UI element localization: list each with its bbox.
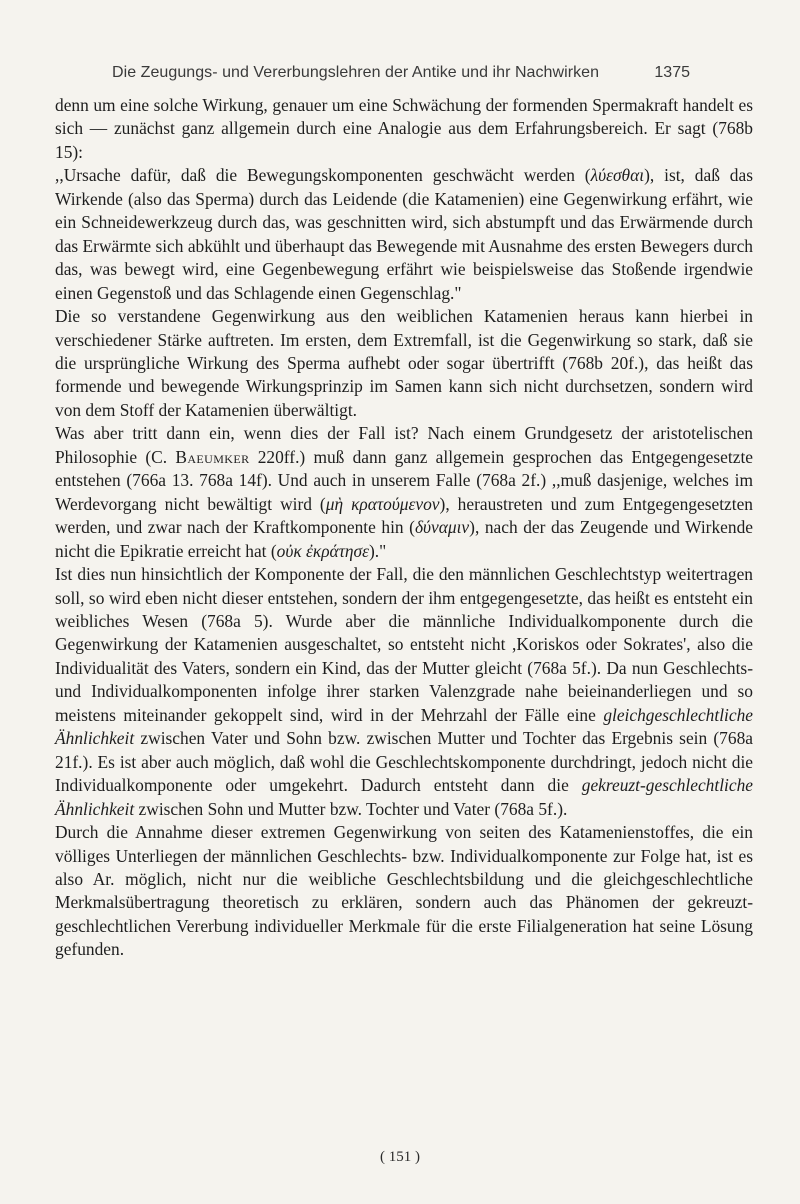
paragraph-4-text-e: ).": [368, 540, 387, 561]
paragraph-4-text-c: ), heraustreten und zum Entgegengesetzten werden, und zwar nach der Kraftkomponente hin (: [55, 493, 753, 538]
paragraph-2-quote: [55, 164, 753, 305]
emphasis-term: gleichgeschlechtliche Ähnlichkeit: [55, 704, 753, 749]
page-number: 1375: [654, 64, 690, 81]
author-name: Baeumker: [175, 446, 250, 467]
quote-text-rest: ), ist, daß das Wirkende (also das Sperma) durch das Leidende (die Katamenien) eine Gegenwirkung erfährt, wie ein Schneidewerkzeug durch das, was geschnitten wird, sich abstumpft und das Erwärmende durch das Erwärmte sich abkühlt und überhaupt das Bewegende mit Ausnahme des ersten Bewegers durch das, was bewegt wird, eine Gegenbewegung erfährt wie beispielsweise das Stoßende irgendwie einen Gegenstoß und das Schlagende einen Gegenschlag.": [55, 165, 753, 303]
folio-number: ( 151 ): [380, 1149, 420, 1165]
running-head-title: Die Zeugungs- und Vererbungslehren der Antike und ihr Nachwirken: [112, 64, 600, 81]
greek-term: δύναμιν: [414, 517, 470, 538]
paragraph-1-text: denn um eine solche Wirkung, genauer um eine Schwächung der formenden Spermakraft handelt es sich — zunächst ganz allgemein durch eine Analogie aus dem Erfahrungsbereich. Er sagt (768b 15):: [55, 95, 753, 162]
paragraph-4: [55, 422, 753, 563]
paragraph-6-text: Durch die Annahme dieser extremen Gegenwirkung von seiten des Katamenienstoffes, die ein völliges Unterliegen der männlichen Geschlechts- bzw. Individualkomponente zur Folge hat, ist es also Ar. möglich, nicht nur die weibliche Geschlechtsbildung und die gleichgeschlechtliche Merkmalsübertragung theoretisch zu erklären, sondern auch das Phänomen der gekreuzt-geschlechtlichen Vererbung individueller Merkmale für die erste Filialgeneration hat seine Lösung gefunden.: [55, 822, 753, 960]
emphasis-term: gekreuzt-geschlechtliche Ähnlichkeit: [55, 775, 753, 819]
paragraph-5: [55, 563, 753, 821]
paragraph-4-text-b: 220ff.) muß dann ganz allgemein gesprochen das Entgegengesetzte entstehen (766a 13. 768a 14f). Und auch in unserem Falle (768a 2f.) ,,muß dasjenige, welches im Werdevorgang nicht bewältigt wird (: [55, 446, 753, 514]
paragraph-4-text-a: Was aber tritt dann ein, wenn dies der Fall ist? Nach einem Grundgesetz der aristotelischen Philosophie (C.: [55, 423, 753, 467]
paragraph-1: [55, 94, 753, 164]
greek-term: οὐκ ἐκράτησε: [276, 540, 369, 561]
running-head: [112, 64, 690, 84]
paragraph-3-text: Die so verstandene Gegenwirkung aus den weiblichen Katamenien heraus kann hierbei in verschiedener Stärke auftreten. Im ersten, dem Extremfall, ist die Gegenwirkung so stark, daß sie die ursprüngliche Wirkung des Sperma aufhebt oder sogar übertrifft (768b 20f.), das heißt das formende und bewegende Wirkungsprinzip im Samen kann sich nicht durchsetzen, sondern wird von dem Stoff der Katamenien überwältigt.: [55, 306, 753, 420]
quote-text-start: ,,Ursache dafür, daß die Bewegungskomponenten geschwächt werden (: [55, 165, 591, 186]
body-text: [55, 94, 753, 962]
paragraph-5-text-a: Ist dies nun hinsichtlich der Komponente der Fall, die den männlichen Geschlechtstyp weitertragen soll, so wird eben nicht dieser entstehen, sondern der ihm entgegengesetzte, das heißt es entsteht ein weibliches Wesen (768a 5). Wurde aber die männliche Individualkomponente durch die Gegenwirkung der Katamenien ausgeschaltet, so entsteht nicht ,Koriskos oder Sokrates', also die Individualität des Vaters, sondern ein Kind, das der Mutter gleicht (768a 5f.). Da nun Geschlechts- und Individualkomponenten infolge ihrer starken Valenzgrade nahe beieinanderliegen und so meistens miteinander gekoppelt sind, wird in der Mehrzahl der Fälle eine: [55, 564, 753, 725]
greek-term: μὴ κρατούμενον: [325, 493, 440, 514]
paragraph-5-text-b: zwischen Vater und Sohn bzw. zwischen Mutter und Tochter das Ergebnis sein (768a 21f.). Es ist aber auch möglich, daß wohl die Geschlechtskomponente durchdringt, jedoch nicht die Individualkomponente oder umgekehrt. Dadurch entsteht dann die: [55, 728, 753, 796]
paragraph-5-text-c: zwischen Sohn und Mutter bzw. Tochter und Vater (768a 5f.).: [134, 798, 568, 819]
paragraph-6: [55, 821, 753, 962]
greek-term: λύεσθαι: [590, 165, 645, 186]
paragraph-4-text-d: ), nach der das Zeugende und Wirkende nicht die Epikratie erreicht hat (: [55, 517, 753, 561]
paragraph-3: [55, 305, 753, 422]
